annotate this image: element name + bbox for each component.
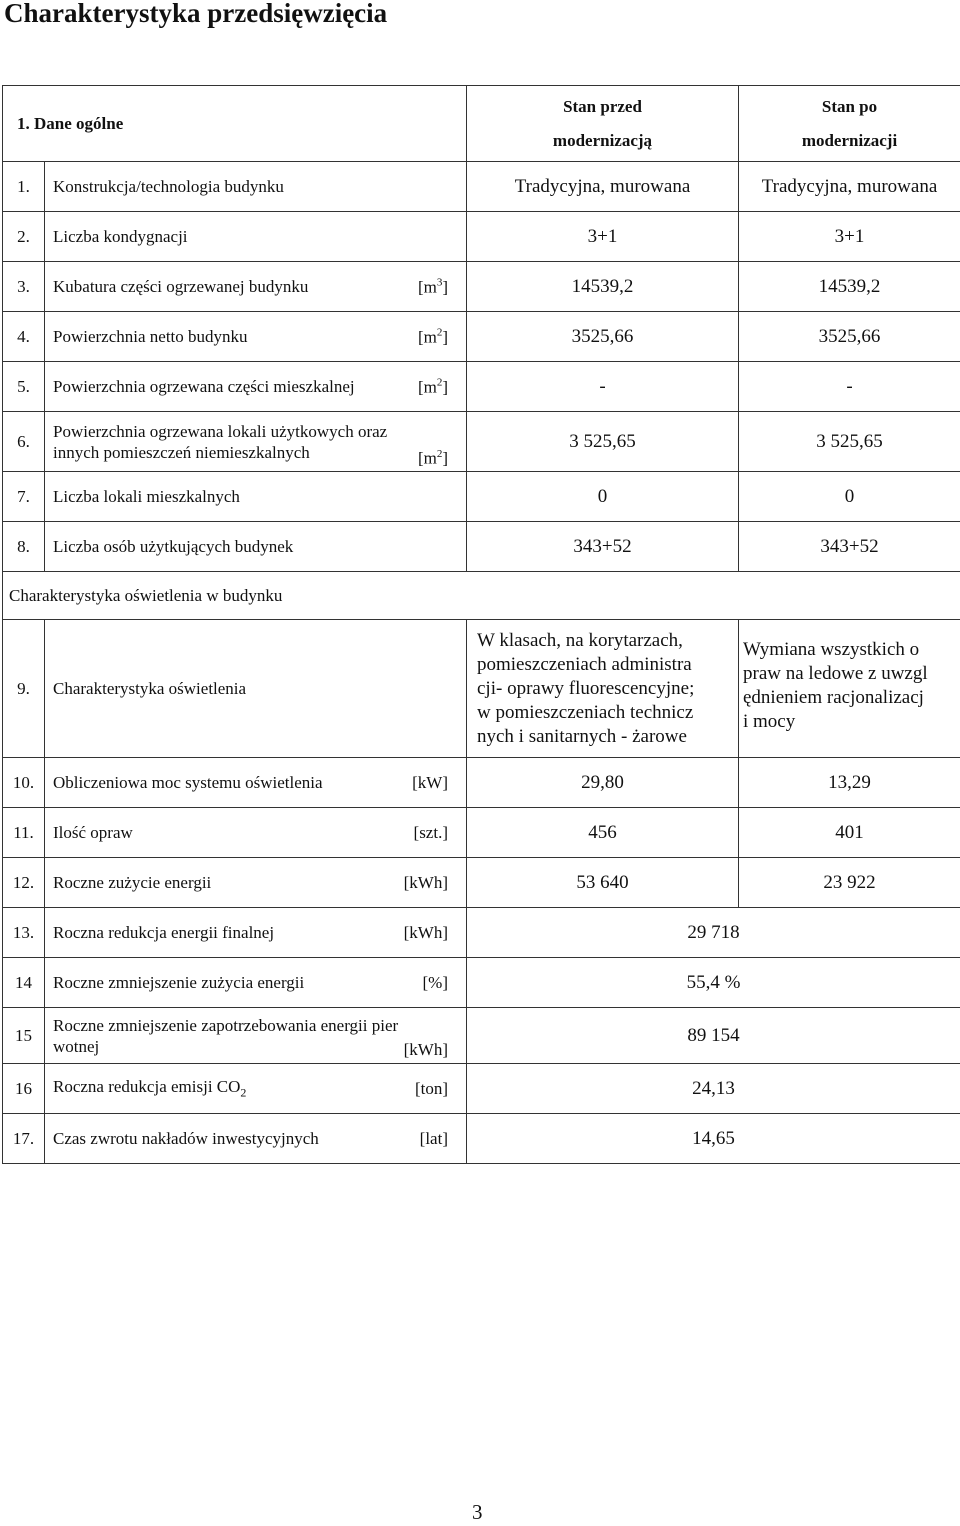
lighting-row (3, 620, 960, 758)
row-label: Roczne zmniejszenie zużycia energii (53, 972, 305, 992)
combined-value: 29 718 (467, 908, 960, 958)
row-label: Roczne zużycie energii (53, 872, 212, 892)
row-label: Ilość opraw (53, 822, 133, 842)
before-value: 456 (467, 808, 739, 858)
row-number: 1. (3, 162, 45, 212)
before-header (467, 86, 739, 162)
before-value: 53 640 (467, 858, 739, 908)
before-value: 0 (467, 472, 739, 522)
row-label-cell (45, 1008, 467, 1064)
after-header (739, 86, 960, 162)
table-row (3, 908, 960, 958)
header-row (3, 86, 960, 162)
combined-value: 89 154 (467, 1008, 960, 1064)
row-label-line2: wotnej (53, 1036, 100, 1056)
table-row (3, 522, 960, 572)
unit-sup: 3 (436, 276, 443, 289)
row-label-cell (45, 262, 467, 312)
after-value: 13,29 (739, 758, 960, 808)
row-label: Czas zwrotu nakładów inwestycyjnych (53, 1128, 319, 1148)
after-value: - (739, 362, 960, 412)
page-number: 3 (472, 1500, 483, 1524)
unit-base: [m (417, 376, 437, 396)
after-value: 401 (739, 808, 960, 858)
unit-base: [m (417, 326, 437, 346)
row-unit: [ton] (414, 1078, 448, 1098)
lighting-before-line: w pomieszczeniach technicz (477, 701, 694, 723)
table-row (3, 262, 960, 312)
before-value: 343+52 (467, 522, 739, 572)
after-value: 14539,2 (739, 262, 960, 312)
table-row (3, 758, 960, 808)
table-row (3, 808, 960, 858)
row-number: 15 (3, 1008, 45, 1064)
project-characteristics-table (2, 85, 960, 1164)
row-number: 3. (3, 262, 45, 312)
before-header-line1: Stan przed (563, 96, 642, 116)
row-label: Charakterystyka oświetlenia (45, 620, 467, 758)
table-row (3, 472, 960, 522)
row-number: 16 (3, 1064, 45, 1114)
table-row (3, 162, 960, 212)
row-label-cell (45, 312, 467, 362)
unit-end: ] (442, 276, 448, 296)
lighting-section-header: Charakterystyka oświetlenia w budynku (3, 572, 960, 620)
table-row (3, 212, 960, 262)
row-unit: [kW] (412, 772, 448, 792)
row-number: 17. (3, 1114, 45, 1164)
after-value: 3525,66 (739, 312, 960, 362)
row-unit: [%] (422, 972, 448, 992)
row-unit: [szt.] (413, 822, 448, 842)
row-label-line1: Roczne zmniejszenie zapotrzebowania energii pier (53, 1015, 399, 1035)
lighting-after-line: praw na ledowe z uwzgl (743, 663, 928, 684)
table-row (3, 362, 960, 412)
label-base: Roczna redukcja emisji CO (53, 1076, 241, 1096)
row-label-cell (45, 958, 467, 1008)
table-row (3, 1064, 960, 1114)
row-number: 2. (3, 212, 45, 262)
combined-value: 14,65 (467, 1114, 960, 1164)
row-label-cell (45, 858, 467, 908)
after-header-line1: Stan po (821, 96, 878, 116)
combined-value: 55,4 % (467, 958, 960, 1008)
before-value: - (467, 362, 739, 412)
after-value: 23 922 (739, 858, 960, 908)
row-number: 13. (3, 908, 45, 958)
row-number: 4. (3, 312, 45, 362)
row-label-cell (45, 1064, 467, 1114)
lighting-after-line: Wymiana wszystkich o (743, 639, 920, 660)
row-label: Powierzchnia netto budynku (53, 326, 248, 346)
page-title: Charakterystyka przedsięwzięcia (4, 0, 388, 28)
row-number: 6. (3, 412, 45, 472)
lighting-after (739, 620, 960, 758)
row-unit (418, 376, 448, 397)
unit-end: ] (442, 449, 448, 468)
row-number: 10. (3, 758, 45, 808)
row-number: 11. (3, 808, 45, 858)
row-label-cell (45, 908, 467, 958)
unit-sup: 2 (436, 448, 443, 461)
before-value: 3+1 (467, 212, 739, 262)
row-number: 8. (3, 522, 45, 572)
row-label-cell (45, 1114, 467, 1164)
row-unit: [lat] (419, 1128, 448, 1148)
row-label-line1: Powierzchnia ogrzewana lokali użytkowych oraz (53, 421, 388, 441)
row-label: Roczna redukcja energii finalnej (53, 922, 275, 942)
after-header-line2: modernizacji (801, 130, 898, 150)
row-number: 5. (3, 362, 45, 412)
row-label: Konstrukcja/technologia budynku (45, 162, 467, 212)
after-value: 0 (739, 472, 960, 522)
table-row (3, 858, 960, 908)
row-label-cell (45, 758, 467, 808)
row-number: 9. (3, 620, 45, 758)
row-unit (418, 276, 448, 297)
row-label: Obliczeniowa moc systemu oświetlenia (53, 772, 323, 792)
row-label: Liczba osób użytkujących budynek (45, 522, 467, 572)
before-value: 3 525,65 (467, 412, 739, 472)
combined-value: 24,13 (467, 1064, 960, 1114)
lighting-after-line: i mocy (743, 711, 796, 732)
row-label: Liczba kondygnacji (45, 212, 467, 262)
row-unit: [kWh] (403, 1040, 448, 1059)
table-row (3, 1114, 960, 1164)
table-row (3, 1008, 960, 1064)
after-value: 3 525,65 (739, 412, 960, 472)
row-label: Liczba lokali mieszkalnych (45, 472, 467, 522)
row-label (53, 1076, 247, 1100)
row-unit (418, 326, 448, 347)
before-header-line2: modernizacją (552, 130, 653, 150)
before-value: 3525,66 (467, 312, 739, 362)
after-value: 343+52 (739, 522, 960, 572)
unit-end: ] (442, 376, 448, 396)
unit-sup: 2 (436, 376, 443, 389)
before-value: Tradycyjna, murowana (467, 162, 739, 212)
table-row (3, 958, 960, 1008)
row-unit (418, 444, 448, 469)
lighting-before-line: nych i sanitarnych - żarowe (477, 725, 687, 747)
before-value: 29,80 (467, 758, 739, 808)
row-label-line2: innych pomieszczeń niemieszkalnych (53, 442, 310, 462)
row-number: 7. (3, 472, 45, 522)
lighting-before-line: W klasach, na korytarzach, (477, 629, 683, 651)
lighting-before-line: pomieszczeniach administra (477, 653, 692, 675)
label-subscript: 2 (240, 1085, 247, 1100)
lighting-section-row (3, 572, 960, 620)
after-value: 3+1 (739, 212, 960, 262)
row-label-cell (45, 808, 467, 858)
unit-sup: 2 (436, 326, 443, 339)
row-label-cell (45, 362, 467, 412)
unit-base: [m (417, 449, 437, 468)
row-label: Powierzchnia ogrzewana części mieszkalnej (53, 376, 355, 396)
row-number: 14 (3, 958, 45, 1008)
row-unit: [kWh] (403, 922, 448, 942)
lighting-before-line: cji- oprawy fluorescencyjne; (477, 677, 695, 699)
after-value: Tradycyjna, murowana (739, 162, 960, 212)
unit-end: ] (442, 326, 448, 346)
lighting-after-line: ędnieniem racjonalizacj (743, 687, 924, 708)
row-number: 12. (3, 858, 45, 908)
general-data-header: 1. Dane ogólne (3, 86, 467, 162)
row-label: Kubatura części ogrzewanej budynku (53, 276, 309, 296)
row-unit: [kWh] (403, 872, 448, 892)
row-label-cell (45, 412, 467, 472)
lighting-before (467, 620, 739, 758)
before-value: 14539,2 (467, 262, 739, 312)
table-row (3, 312, 960, 362)
unit-base: [m (417, 276, 437, 296)
table-row (3, 412, 960, 472)
